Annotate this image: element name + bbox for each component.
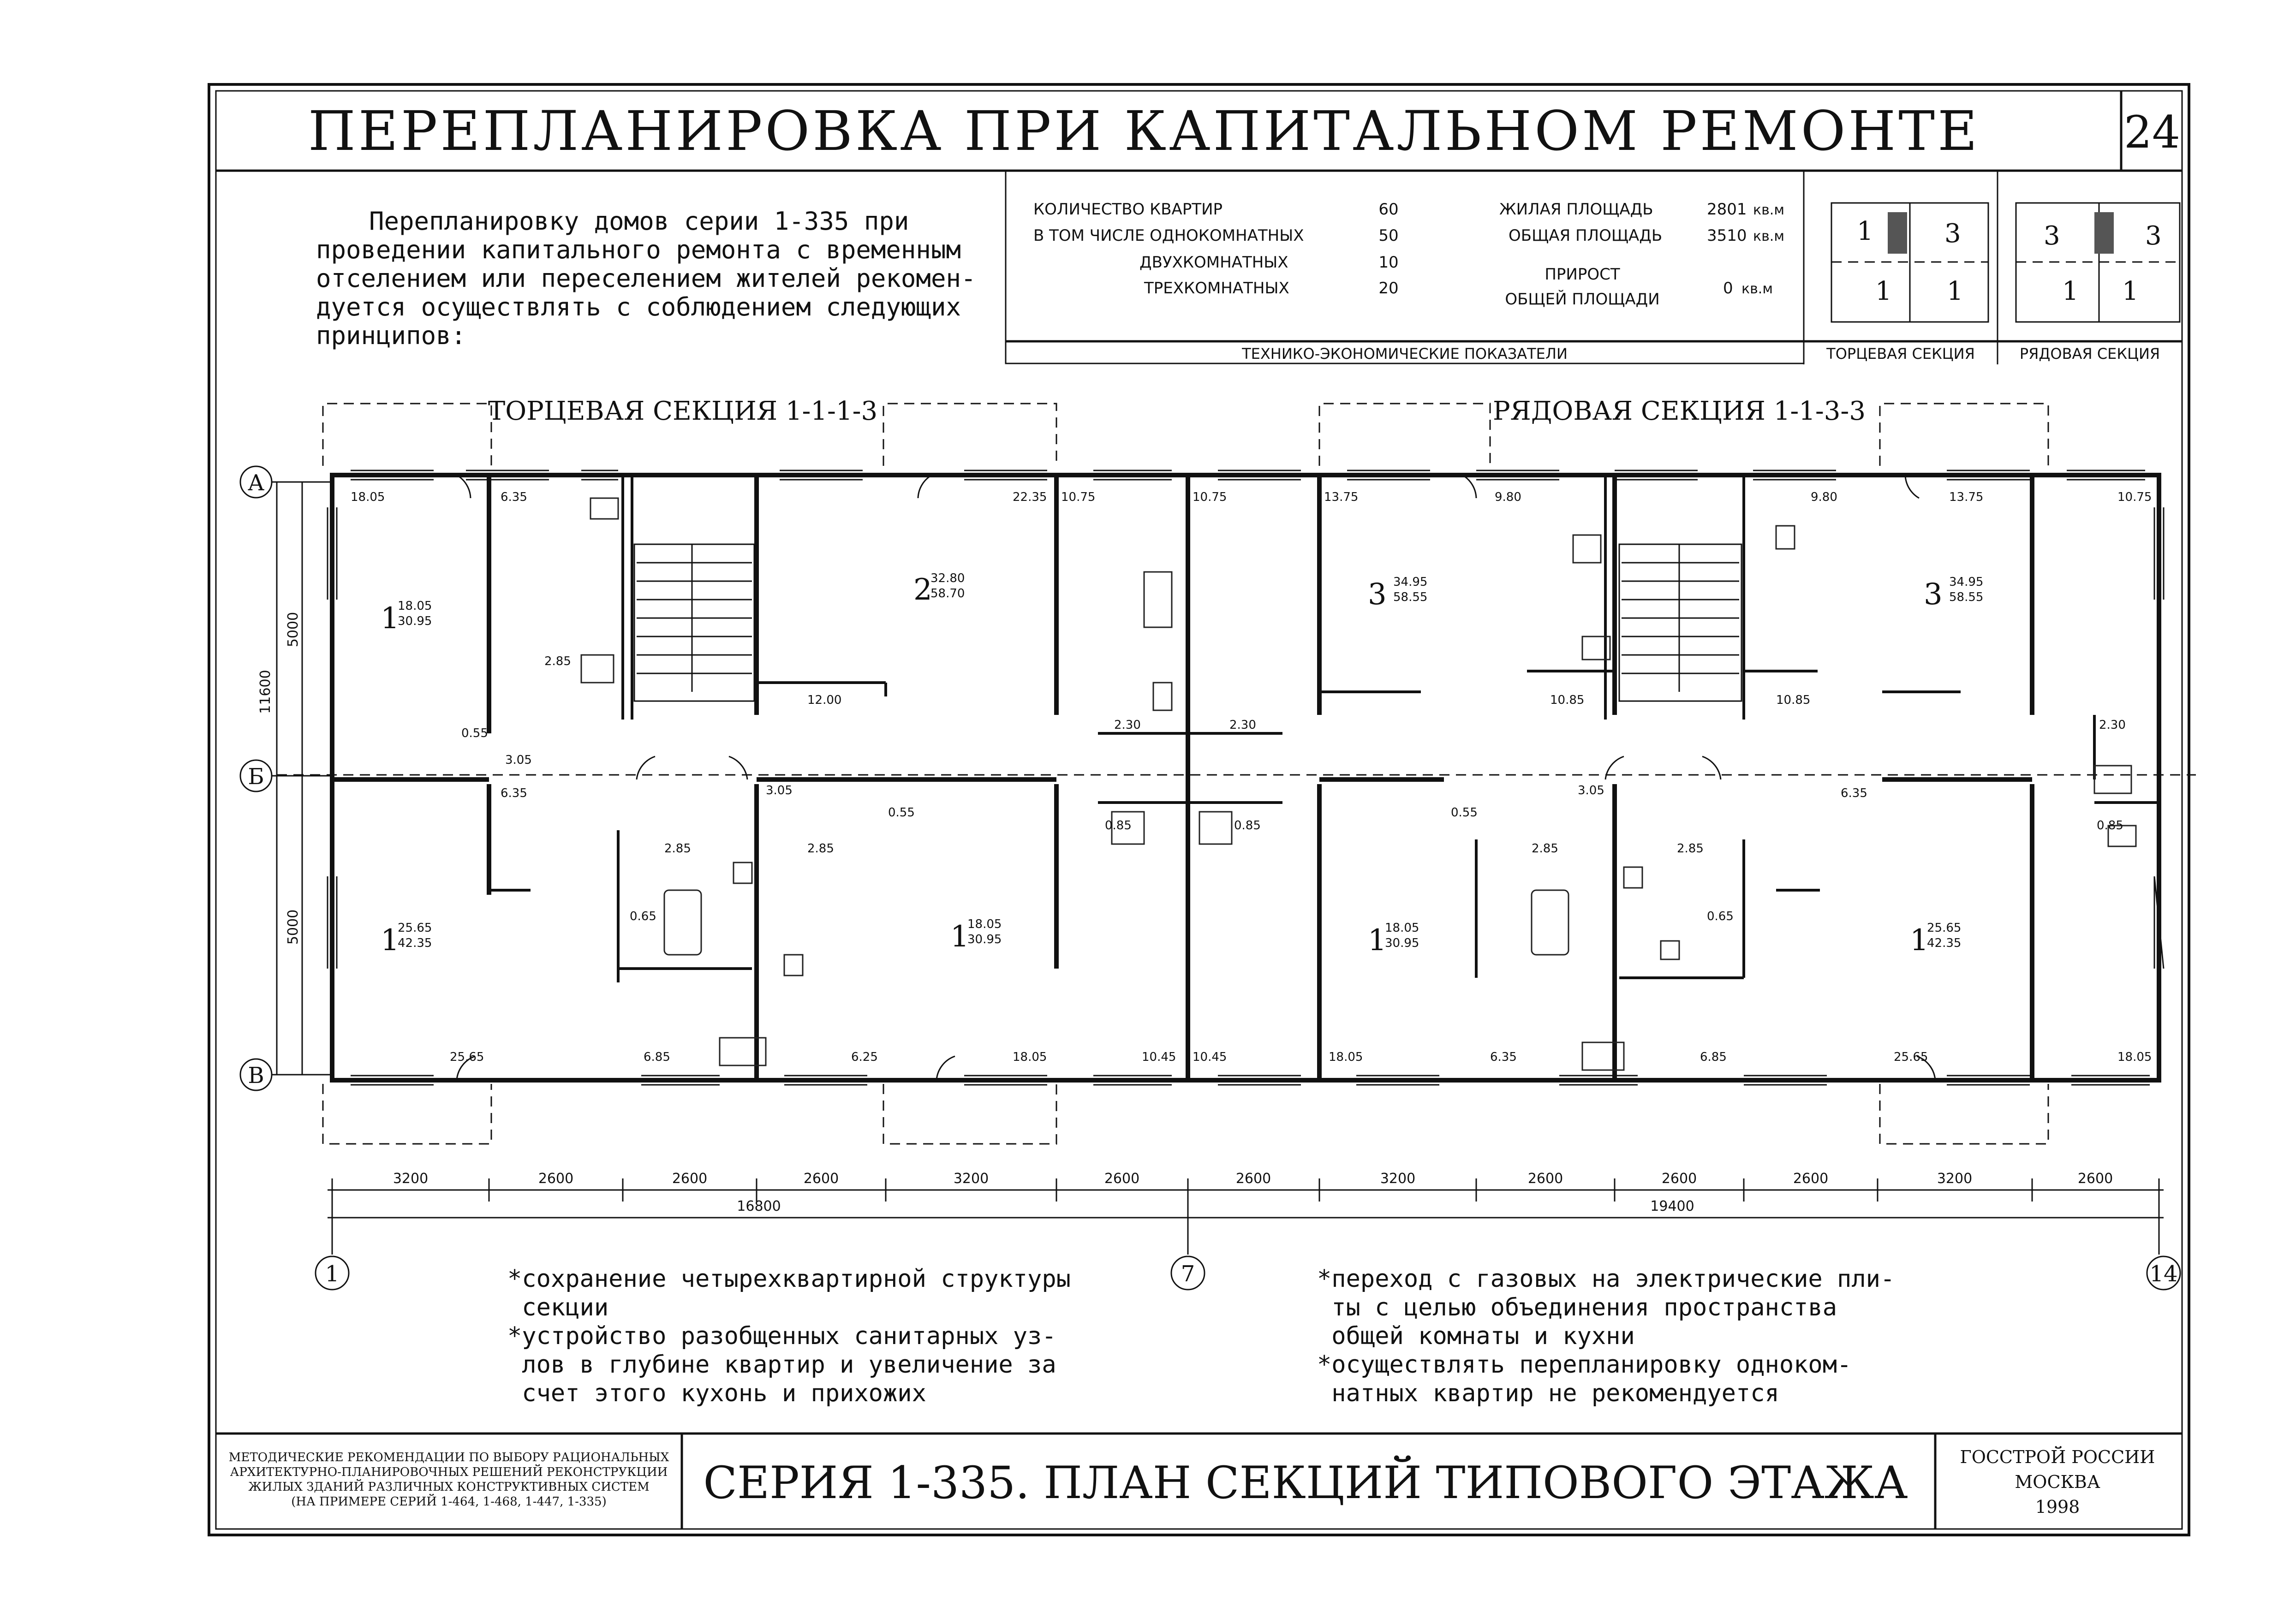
room-area: 10.85 <box>1776 693 1811 707</box>
key-caption: ТОРЦЕВАЯ СЕКЦИЯ <box>1826 345 1975 363</box>
room-areas <box>351 490 2152 1064</box>
room-area: 9.80 <box>1495 490 1521 504</box>
tech-value: 60 <box>1378 200 1399 219</box>
bottom-dimension: 2600 <box>1661 1171 1697 1187</box>
room-area: 6.85 <box>1700 1050 1727 1064</box>
room-area: 10.45 <box>1142 1050 1176 1064</box>
bottom-dimension: 2600 <box>538 1171 574 1187</box>
apartment-total-area: 30.95 <box>398 614 432 628</box>
room-area: 13.75 <box>1949 490 1984 504</box>
tech-unit: кв.м <box>1753 202 1784 218</box>
room-area: 2.30 <box>2099 718 2126 732</box>
apartment-living-area: 34.95 <box>1393 575 1428 589</box>
overall-dimension: 16800 <box>737 1198 781 1214</box>
bottom-dimension: 2600 <box>1104 1171 1140 1187</box>
principle-line: натных квартир не рекомендуется <box>1317 1380 1779 1407</box>
apartment-label <box>381 921 432 958</box>
sanitary-fixtures <box>581 498 2136 1070</box>
section-row-title: РЯДОВАЯ СЕКЦИЯ 1-1-3-3 <box>1493 396 1866 426</box>
apartment-total-area: 30.95 <box>1385 936 1419 950</box>
apartment-rooms: 1 <box>950 920 969 954</box>
footer-center-title: СЕРИЯ 1-335. ПЛАН СЕКЦИЙ ТИПОВОГО ЭТАЖА <box>703 1457 1908 1509</box>
room-area: 9.80 <box>1811 490 1837 504</box>
bottom-dimension: 3200 <box>1380 1171 1416 1187</box>
key-room: 3 <box>2145 221 2162 251</box>
room-area: 22.35 <box>1013 490 1047 504</box>
footer-right-line: 1998 <box>2035 1497 2080 1517</box>
bottom-dimension: 3200 <box>953 1171 989 1187</box>
floor-plan <box>277 470 2196 1085</box>
intro-line: проведении капитального ремонта с временным <box>316 235 961 264</box>
intro-line: отселением или переселением жителей рекомен- <box>316 264 976 293</box>
tech-unit: кв.м <box>1753 228 1784 244</box>
axis-letter: Б <box>248 764 264 790</box>
footer-right-line: МОСКВА <box>2015 1472 2100 1492</box>
apartment-rooms: 1 <box>381 923 400 958</box>
apartment-living-area: 18.05 <box>967 917 1002 931</box>
room-area: 0.65 <box>630 910 656 923</box>
apartment-rooms: 1 <box>1910 923 1929 958</box>
room-area: 2.85 <box>1677 842 1704 856</box>
footer-right-line: ГОССТРОЙ РОССИИ <box>1960 1447 2155 1467</box>
tech-label: ОБЩАЯ ПЛОЩАДЬ <box>1509 226 1663 245</box>
apartment-label <box>1368 921 1419 958</box>
apartment-label <box>381 599 432 636</box>
apartment-total-area: 58.55 <box>1393 590 1428 604</box>
principle-line: лов в глубине квартир и увеличение за <box>507 1351 1056 1379</box>
bottom-dimension: 2600 <box>803 1171 839 1187</box>
axis-number: 14 <box>2149 1261 2178 1287</box>
tech-value: 10 <box>1378 253 1399 272</box>
room-area: 10.85 <box>1550 693 1585 707</box>
axis-markers <box>240 466 2180 1290</box>
tech-value: 20 <box>1378 279 1399 297</box>
axis-number: 7 <box>1181 1261 1195 1287</box>
axis-number: 1 <box>325 1261 340 1287</box>
room-area: 0.55 <box>461 726 488 740</box>
bottom-dimension: 2600 <box>2077 1171 2113 1187</box>
key-room: 3 <box>2044 221 2060 251</box>
key-plan-row <box>2016 203 2180 363</box>
room-area: 12.00 <box>807 693 842 707</box>
apartment-rooms: 3 <box>1924 577 1943 612</box>
tech-unit: кв.м <box>1741 281 1773 297</box>
room-area: 18.05 <box>1329 1050 1363 1064</box>
room-area: 18.05 <box>2117 1050 2152 1064</box>
room-area: 3.05 <box>505 753 532 767</box>
room-area: 6.35 <box>501 786 527 800</box>
apartment-total-area: 42.35 <box>1927 936 1962 950</box>
footer-left-line: АРХИТЕКТУРНО-ПЛАНИРОВОЧНЫХ РЕШЕНИЙ РЕКОНСТРУКЦИИ <box>230 1465 668 1479</box>
key-plan-end <box>1804 171 2182 364</box>
tech-label: В ТОМ ЧИСЛЕ ОДНОКОМНАТНЫХ <box>1033 226 1304 245</box>
tech-label: КОЛИЧЕСТВО КВАРТИР <box>1033 200 1223 219</box>
vertical-dimension: 5000 <box>285 909 301 945</box>
footer-left-line: ЖИЛЫХ ЗДАНИЙ РАЗЛИЧНЫХ КОНСТРУКТИВНЫХ СИСТЕМ <box>248 1480 650 1494</box>
key-room: 1 <box>1857 216 1873 246</box>
room-area: 10.75 <box>1061 490 1096 504</box>
apartment-label <box>913 571 965 607</box>
room-area: 6.35 <box>501 490 527 504</box>
apartment-rooms: 2 <box>913 573 932 607</box>
room-area: 0.55 <box>888 806 915 820</box>
apartment-living-area: 25.65 <box>398 921 432 935</box>
tech-value: 0 <box>1723 279 1733 297</box>
apartment-rooms: 1 <box>1368 923 1387 958</box>
key-room: 3 <box>1944 219 1961 249</box>
key-room: 1 <box>2062 276 2079 306</box>
apartment-total-area: 30.95 <box>967 933 1002 946</box>
principle-line: *переход с газовых на электрические пли- <box>1317 1265 1895 1293</box>
intro-line: дуется осуществлять с соблюдением следующих <box>316 292 961 321</box>
principle-line: секции <box>507 1294 609 1321</box>
intro-text <box>316 207 976 350</box>
footer-left-line: (НА ПРИМЕРЕ СЕРИЙ 1-464, 1-468, 1-447, 1-335) <box>291 1495 607 1509</box>
room-area: 6.85 <box>644 1050 670 1064</box>
tech-value: 3510 <box>1707 226 1747 245</box>
bottom-dimension: 2600 <box>1235 1171 1271 1187</box>
principles-left <box>507 1265 1071 1407</box>
principle-line: ты с целью объединения пространства <box>1317 1294 1837 1321</box>
apartment-rooms: 1 <box>381 601 400 636</box>
tech-value: 2801 <box>1707 200 1747 219</box>
room-area: 2.30 <box>1114 718 1141 732</box>
principle-line: *устройство разобщенных санитарных уз- <box>507 1322 1056 1350</box>
apartment-label <box>1368 575 1427 612</box>
apartment-label <box>950 917 1002 954</box>
vertical-dimension: 5000 <box>285 612 301 648</box>
room-area: 0.85 <box>1105 819 1132 833</box>
tech-label: ТРЕХКОМНАТНЫХ <box>1144 279 1289 297</box>
apartment-living-area: 32.80 <box>930 571 965 585</box>
axis-letter: А <box>247 470 265 496</box>
key-caption: РЯДОВАЯ СЕКЦИЯ <box>2019 345 2160 363</box>
room-area: 3.05 <box>1578 784 1604 797</box>
footer-right-block <box>1960 1446 2155 1517</box>
principle-line: *сохранение четырехквартирной структуры <box>507 1265 1071 1293</box>
footer-left-line: МЕТОДИЧЕСКИЕ РЕКОМЕНДАЦИИ ПО ВЫБОРУ РАЦИОНАЛЬНЫХ <box>228 1451 669 1464</box>
room-area: 25.65 <box>1894 1050 1928 1064</box>
sheet-title: ПЕРЕПЛАНИРОВКА ПРИ КАПИТАЛЬНОМ РЕМОНТЕ <box>308 99 1980 163</box>
room-area: 13.75 <box>1324 490 1359 504</box>
bottom-dimension: 2600 <box>672 1171 708 1187</box>
apartment-total-area: 42.35 <box>398 936 432 950</box>
footer-left-block <box>229 1451 669 1509</box>
principle-line: счет этого кухонь и прихожих <box>507 1380 926 1407</box>
principle-line: *осуществлять перепланировку одноком- <box>1317 1351 1852 1379</box>
bottom-dimension: 2600 <box>1527 1171 1563 1187</box>
room-area: 2.85 <box>807 842 834 856</box>
room-area: 2.85 <box>664 842 691 856</box>
room-area: 6.25 <box>851 1050 878 1064</box>
apartment-total-area: 58.55 <box>1949 590 1984 604</box>
tech-indicators-table <box>1006 171 1804 363</box>
apartment-rooms: 3 <box>1368 577 1387 612</box>
room-area: 2.85 <box>1532 842 1558 856</box>
room-area: 2.30 <box>1229 718 1256 732</box>
apartment-living-area: 18.05 <box>1385 921 1419 935</box>
apartment-label <box>1924 575 1983 612</box>
door-swings <box>457 475 1935 1080</box>
room-area: 10.45 <box>1193 1050 1227 1064</box>
room-area: 0.85 <box>2097 819 2123 833</box>
axis-letter: В <box>248 1063 264 1089</box>
tech-label: ОБЩЕЙ ПЛОЩАДИ <box>1505 290 1660 309</box>
room-area: 10.75 <box>1193 490 1227 504</box>
room-area: 25.65 <box>450 1050 484 1064</box>
tech-label: ДВУХКОМНАТНЫХ <box>1139 253 1288 272</box>
apartment-living-area: 18.05 <box>398 599 432 613</box>
apartment-living-area: 34.95 <box>1949 575 1984 589</box>
room-area: 0.65 <box>1707 910 1734 923</box>
overall-dimension: 19400 <box>1650 1198 1694 1214</box>
apartment-living-area: 25.65 <box>1927 921 1962 935</box>
key-room: 1 <box>2122 276 2139 306</box>
key-room: 1 <box>1947 276 1963 306</box>
apartment-label <box>1910 921 1961 958</box>
bottom-dimension: 3200 <box>393 1171 429 1187</box>
apartment-total-area: 58.70 <box>930 587 965 601</box>
room-area: 6.35 <box>1841 786 1867 800</box>
bottom-dimension: 2600 <box>1793 1171 1829 1187</box>
tech-label: ЖИЛАЯ ПЛОЩАДЬ <box>1499 200 1653 219</box>
room-area: 18.05 <box>1013 1050 1047 1064</box>
intro-line: Перепланировку домов серии 1-335 при <box>369 207 909 236</box>
principles-right <box>1317 1265 1895 1407</box>
tech-label: ПРИРОСТ <box>1545 265 1620 284</box>
bottom-dimension: 3200 <box>1937 1171 1973 1187</box>
room-area: 0.55 <box>1451 806 1478 820</box>
tech-caption: ТЕХНИКО-ЭКОНОМИЧЕСКИЕ ПОКАЗАТЕЛИ <box>1242 345 1568 363</box>
room-area: 3.05 <box>766 784 793 797</box>
intro-line: принципов: <box>316 321 466 350</box>
tech-value: 50 <box>1378 226 1399 245</box>
key-room: 1 <box>1875 276 1892 306</box>
section-end-title: ТОРЦЕВАЯ СЕКЦИЯ 1-1-1-3 <box>488 396 878 426</box>
principle-line: общей комнаты и кухни <box>1317 1322 1635 1350</box>
room-area: 10.75 <box>2117 490 2152 504</box>
sheet-number: 24 <box>2123 107 2181 158</box>
room-area: 0.85 <box>1234 819 1261 833</box>
room-area: 18.05 <box>351 490 385 504</box>
vertical-dimension: 11600 <box>257 670 274 714</box>
room-area: 6.35 <box>1490 1050 1517 1064</box>
room-area: 2.85 <box>544 654 571 668</box>
